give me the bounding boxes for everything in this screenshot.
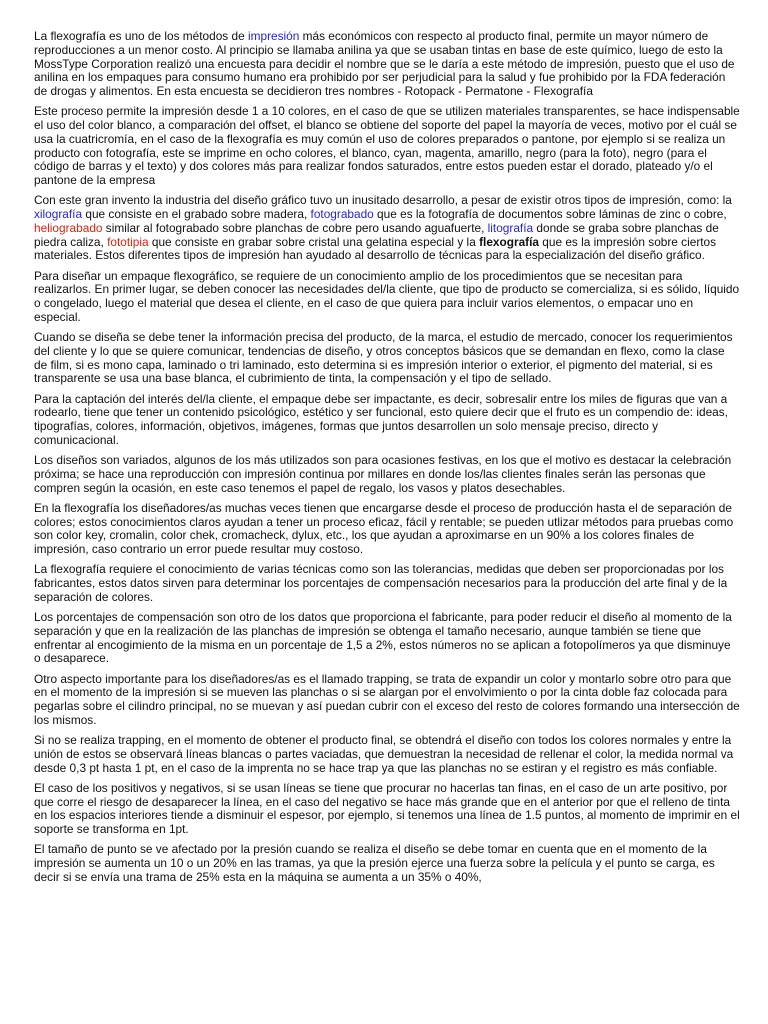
link-fototipia[interactable]: fototipia xyxy=(107,234,149,249)
paragraph-3-text-3: que es la fotografía de documentos sobre láminas de zinc o cobre, xyxy=(373,207,727,221)
paragraph-10: Los porcentajes de compensación son otro de los datos que proporciona el fabricante, para poder reducir el diseño al momento de la separación y que en la realización de las planchas de impresión se obtenga el tamaño necesario, aunque también se tiene que enfrentar al encogimiento de la misma en un porcentaje de 1,5 a 2%, estos números no se aplican a fotopolímeros ya que disminuye o desaparece. xyxy=(34,610,732,666)
paragraph-3-text-2: que consiste en el grabado sobre madera, xyxy=(82,207,311,221)
paragraph-3-text-4: similar al fotograbado sobre planchas de cobre pero usando aguafuerte, xyxy=(102,220,488,235)
paragraph-4: Para diseñar un empaque flexográfico, se requiere de un conocimiento amplio de los procedimientos que se necesitan para realizarlos. En primer lugar, se deben conocer las necesidades del/la cliente, que tipo de producto se comercializa, si es sólido, líquido o congelado, luego el material que desea el cliente, en el caso de que quiera para incluir varios elementos, o empacar uno en especial. xyxy=(34,268,740,324)
paragraph-6: Para la captación del interés del/la cliente, el empaque debe ser impactante, es decir, sobresalir entre los miles de figuras que van a rodearlo, tiene que tener un contenido psicológico, estético y ser funcional, esto quiere decir que el fruto es un compendio de: ideas, tipografías, colores, información, objetivos, imágenes, formas que juntos desarrollen un solo mensaje preciso, directo y comunicacional. xyxy=(34,391,728,447)
paragraph-14: El tamaño de punto se ve afectado por la presión cuando se realiza el diseño se debe tomar en cuenta que en el momento de la impresión se aumenta un 10 o un 20% en las tramas, ya que la presión ejerce una fuerza sobre la película y el punto se carga, es decir si se envía una trama de 25% esta en la máquina se aumenta a un 35% o 40%, xyxy=(34,842,715,884)
paragraph-9: La flexografía requiere el conocimiento de varias técnicas como son las tolerancias, medidas que deben ser proporcionadas por los fabricantes, estos datos sirven para determinar los porcentajes de compensación necesarios para la producción del arte final y de la separación de colores. xyxy=(34,562,728,604)
link-fotograbado[interactable]: fotograbado xyxy=(310,207,374,221)
paragraph-13: El caso de los positivos y negativos, si se usan líneas se tiene que procurar no hacerlas tan finas, en el caso de un arte positivo, por que corre el riesgo de desaparecer la línea, en el caso del negativo se hace más grande que en el anterior por que el relleno de tinta en los espacios interiores tiende a disminuir el espesor, por ejemplo, si tenemos una línea de 1.5 puntos, al momento de imprimir en el soporte se transforma en 1pt. xyxy=(34,780,740,836)
paragraph-7: Los diseños son variados, algunos de los más utilizados son para ocasiones festivas, en los que el motivo es destacar la celebración próxima; se hace una reproducción con impresión continua por millares en donde los/las clientes finales serán las personas que compren según la ocasión, en este caso tenemos el papel de regalo, los vasos y platos desechables. xyxy=(34,453,732,495)
document-body xyxy=(34,30,740,891)
paragraph-8: En la flexografía los diseñadores/as muchas veces tienen que encargarse desde el proceso de producción hasta el de separación de colores; estos conocimientos claros ayudan a tener un proceso eficaz, fácil y rentable; se pueden utlizar métodos para pruebas como son color key, cromalin, color chek, cromacheck, dylux, etc., los que ayudan a aproximarse en un 90% a los colores finales de impresión, caso contrario un error puede resultar muy costoso. xyxy=(34,500,734,556)
paragraph-5: Cuando se diseña se debe tener la información precisa del producto, de la marca, el estudio de mercado, conocer los requerimientos del cliente y lo que se quiere comunicar, tendencias de diseño, y otros conceptos básicos que se demandan en flexo, como la clase de film, si es mono capa, laminado o tri laminado, esto determina si es impresión interior o exterior, el pigmento del material, si es transparente se usa una base blanca, el cubrimiento de tinta, la compensación y el tipo de sellado. xyxy=(34,330,733,386)
paragraph-3-text-6: que consiste en grabar sobre cristal una gelatina especial y la xyxy=(148,234,480,249)
paragraph-1 xyxy=(34,30,740,99)
link-heliograbado[interactable]: heliograbado xyxy=(34,220,103,235)
paragraph-3 xyxy=(34,194,740,263)
paragraph-3-text-5: donde se graba sobre planchas de piedra caliza, xyxy=(34,220,719,249)
paragraph-3-text-1: Con este gran invento la industria del diseño gráfico tuvo un inusitado desarrollo, a pesar de existir otros tipos de impresión, como: la xyxy=(34,193,732,208)
paragraph-2: Este proceso permite la impresión desde 1 a 10 colores, en el caso de que se utilizen materiales transparentes, se hace indispensable el uso del color blanco, a comparación del offset, el blanco se obtiene del soporte del papel la mayoría de veces, motivo por el cuál se usa la cuatricromía, en el caso de la flexografía es muy común el uso de colores preparados o pantone, por ejemplo si se realiza un producto con fotografía, este se imprime en ocho colores, el blanco, cyan, magenta, amarillo, negro (para la foto), negro (para el código de barras y el texto) y dos colores más para realizar fondos saturados, entre estos pueden estar el dorado, plateado y/o el pantone de la empresa xyxy=(34,104,740,187)
paragraph-11: Otro aspecto importante para los diseñadores/as es el llamado trapping, se trata de expandir un color y montarlo sobre otro para que en el momento de la impresión si se mueven las planchas o si se alargan por el envolvimiento o por la cinta doble faz colocada para pegarlas sobre el cilindro principal, no se muevan y así puedan cubrir con el exceso del resto de colores formando una intersección de los mismos. xyxy=(34,671,740,727)
link-impresion[interactable]: impresión xyxy=(248,29,300,43)
bold-flexografia: flexografía xyxy=(479,234,539,249)
paragraph-1-text-b: más económicos con respecto al producto final, permite un mayor número de reproducciones a un menor costo. Al principio se llamaba anilina ya que se usaban tintas en base de este químico, luego de esto la MossType Corporation realizó una encuesta para decidir el nombre que se le daría a este método de impresión, puesto que el uso de anilina en los empaques para consumo humano era prohibido por ser perjudicial para la salud y fue prohibido por la FDA federación de drogas y alimentos. En esta encuesta se decidieron tres nombres - Rotopack - Permatone - Flexografía xyxy=(34,29,735,98)
paragraph-1-text-a: La flexografía es uno de los métodos de xyxy=(34,29,248,43)
link-litografia[interactable]: litografía xyxy=(487,220,534,235)
link-xilografia[interactable]: xilografía xyxy=(34,207,83,221)
paragraph-12: Si no se realiza trapping, en el momento de obtener el producto final, se obtendrá el diseño con todos los colores normales y entre la unión de estos se observará líneas blancas o partes vaciadas, que demuestran la necesidad de rellenar el color, la medida normal va desde 0,3 pt hasta 1 pt, en el caso de la imprenta no se hace trap ya que las planchas no se estiran y el registro es más confiable. xyxy=(34,733,734,775)
paragraph-3-text-7: que es la impresión sobre ciertos materiales. Estos diferentes tipos de impresión han ayudado al desarrollo de técnicas para la especialización del diseño gráfico. xyxy=(34,234,717,263)
